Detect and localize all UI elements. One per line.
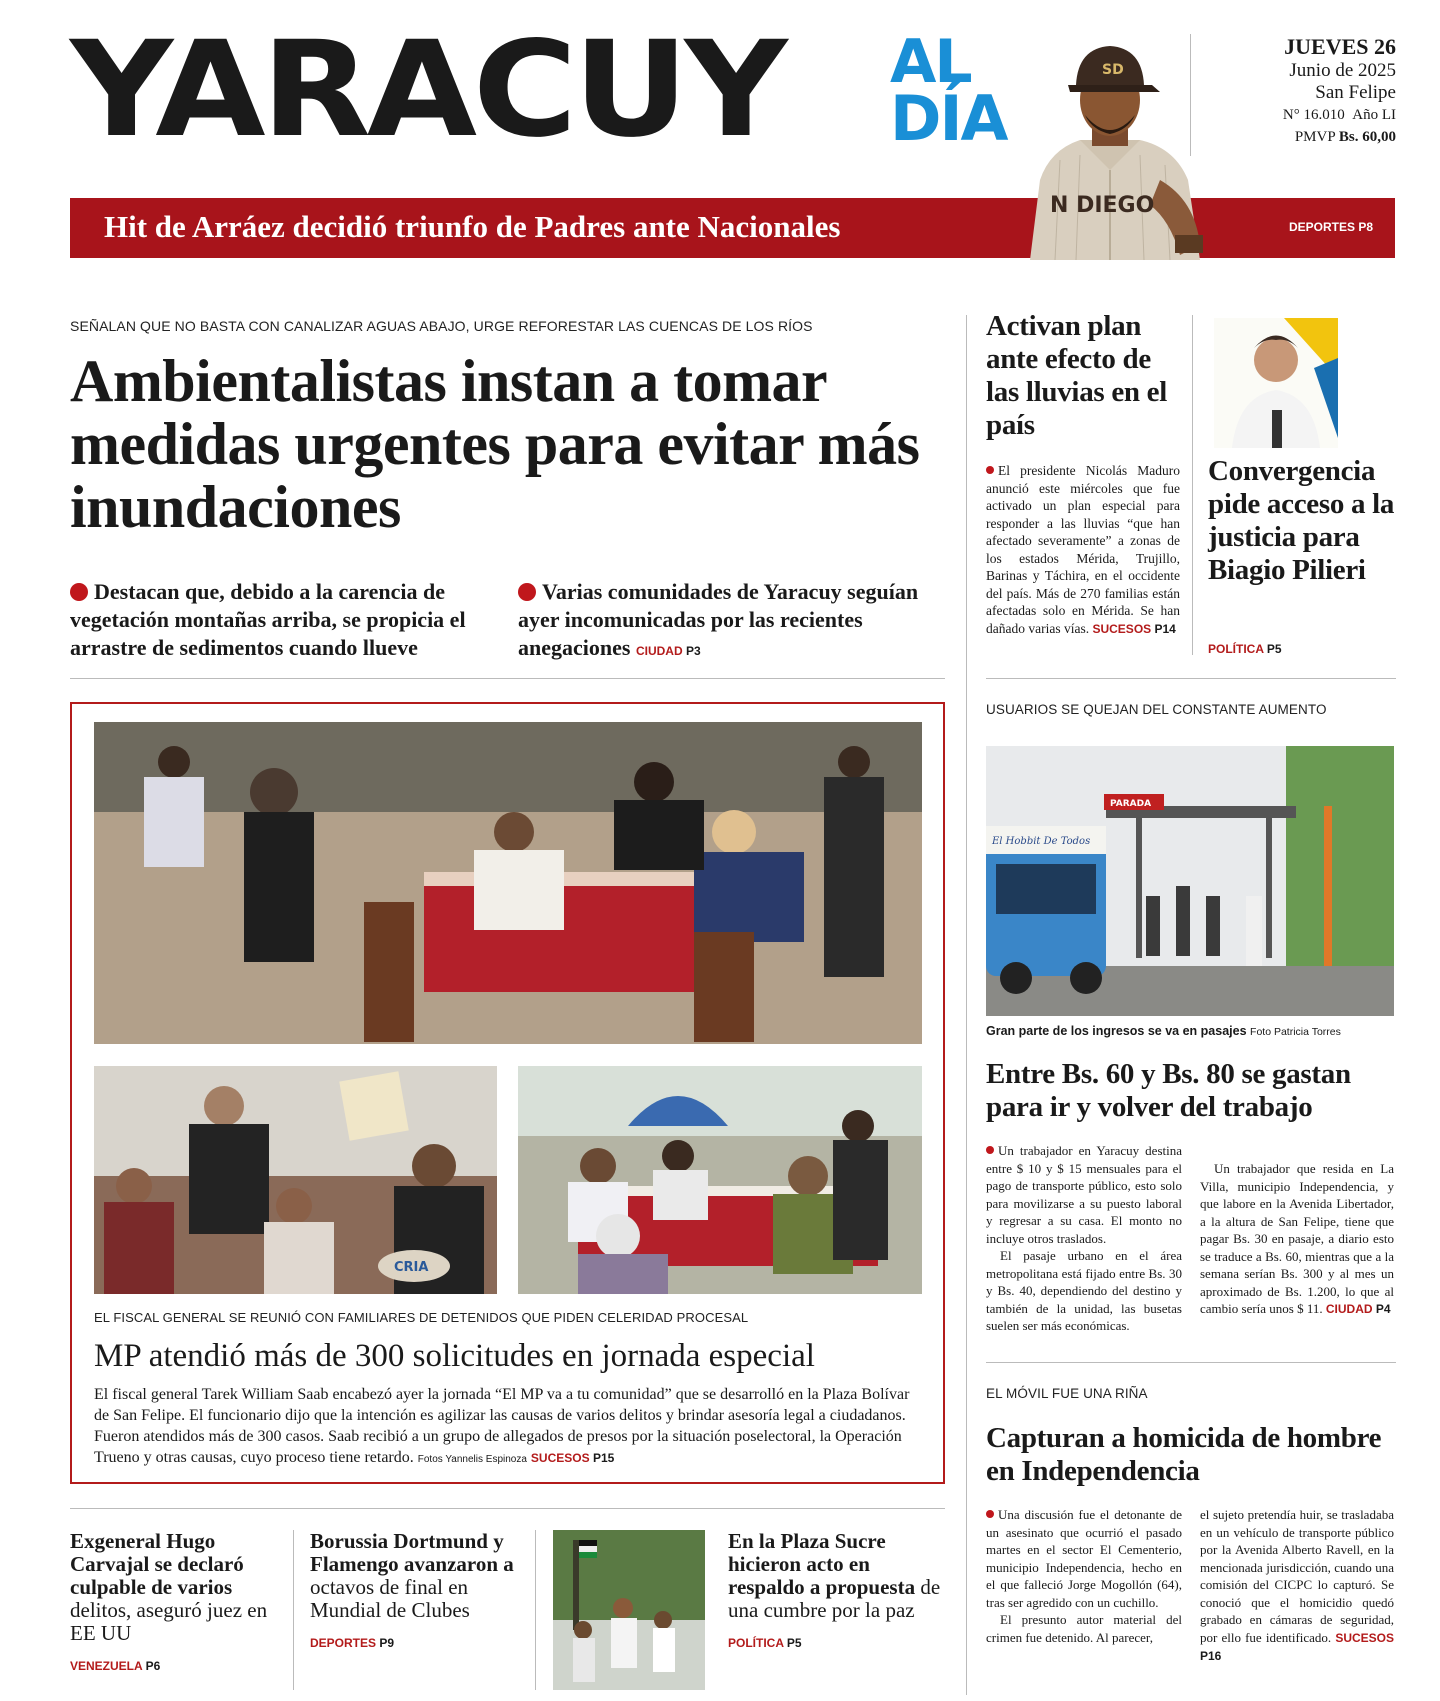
cap-logo: SD: [1102, 62, 1124, 78]
bottom-page: P6: [145, 1659, 161, 1673]
mp-kicker: EL FISCAL GENERAL SE REUNIÓ CON FAMILIARES DE DETENIDOS QUE PIDEN CELERIDAD PROCESAL: [94, 1310, 749, 1325]
lead-kicker: SEÑALAN QUE NO BASTA CON CANALIZAR AGUAS ABAJO, URGE REFORESTAR LAS CUENCAS DE LOS RÍOS: [70, 318, 813, 334]
pasajes-kicker: USUARIOS SE QUEJAN DEL CONSTANTE AUMENTO: [986, 702, 1327, 717]
bottom-page: P5: [786, 1636, 802, 1650]
pasajes-section: CIUDAD: [1325, 1302, 1373, 1316]
convergencia-section: POLÍTICA: [1208, 642, 1264, 656]
bus-text: El Hobbit De Todos: [992, 836, 1091, 847]
pasajes-headline[interactable]: Entre Bs. 60 y Bs. 80 se gastan para ir y volver del trabajo: [986, 1058, 1351, 1123]
homicida-page: P16: [1200, 1649, 1222, 1663]
lead-point-2-text: Varias comunidades de Yaracuy seguían ayer incomunicadas por las recientes anegaciones: [518, 579, 919, 660]
pasajes-col-2-text: Un trabajador que resida en La Villa, municipio Independencia, y que labore en la Avenida Libertador, a la altura de San Felipe, tiene que pagar Bs. 30 en pasaje, a diario esto se traduce a Bs. 60, mientras que a la semana serían Bs. 300 y al mes un aproximado de Bs. 1.200, lo que al cambio sería unos $ 11.: [1200, 1161, 1394, 1316]
banner-headline: Hit de Arráez decidió triunfo de Padres ante Nacionales: [104, 209, 841, 244]
bottom-story-bold: En la Plaza Sucre hicieron acto en respaldo a propuesta: [728, 1529, 916, 1599]
pasajes-col-1-p2: El pasaje urbano en el área metropolitana está fijado entre Bs. 30 y Bs. 40, dependiendo del destino y también de la unidad, las busetas suelen ser más económicas.: [986, 1248, 1182, 1333]
bottom-page: P9: [379, 1636, 395, 1650]
lluvias-page: P14: [1154, 621, 1176, 636]
lead-point-2: [518, 578, 958, 665]
bottom-story-bold: Borussia Dortmund y Flamengo avanzaron a: [310, 1529, 514, 1576]
homicida-kicker: EL MÓVIL FUE UNA RIÑA: [986, 1386, 1148, 1401]
price-label: PMVP: [1294, 129, 1336, 145]
pasajes-col-2: [1200, 1160, 1394, 1319]
lluvias-body: El presidente Nicolás Maduro anunció este miércoles que fue activado un plan especial para responder a las lluvias “que han afectado severamente” a zonas de los estados Mérida, Trujillo, Barinas y Táchira, en el occidente del país. Más de 270 familias están afectadas solo en Mérida. Se han dañado varias vías.: [986, 463, 1180, 636]
lluvias-body-block: [986, 462, 1180, 638]
bottom-section: VENEZUELA: [70, 1659, 143, 1673]
lead-point-1: [70, 578, 510, 662]
homicida-col-2-text: el sujeto pretendía huir, se trasladaba en un vehículo de transporte público por la Avenida Alberto Ravell, en la mencionada jurisdicción, cuando una comisión del CICPC lo capturó. Se conoció que el homicidio quedó grabado en cámaras de seguridad, por ello fue identificado.: [1200, 1507, 1394, 1645]
convergencia-page: P5: [1266, 642, 1282, 656]
mp-photo-tables: [518, 1066, 922, 1294]
lluvias-section: SUCESOS: [1092, 621, 1152, 636]
edition-city: San Felipe: [1315, 82, 1396, 103]
pasajes-section-link[interactable]: [1326, 1302, 1391, 1316]
divider: [70, 678, 945, 679]
pasajes-photo-credit: Foto Patricia Torres: [1250, 1026, 1341, 1038]
homicida-section: SUCESOS: [1335, 1630, 1394, 1645]
pasajes-col-1: [986, 1142, 1182, 1335]
lluvias-headline[interactable]: Activan plan ante efecto de las lluvias en el país: [986, 310, 1168, 441]
bottom-story-light: de una cumbre por la paz: [728, 1575, 941, 1622]
masthead-al: AL: [890, 27, 971, 97]
bottom-story-dortmund[interactable]: [310, 1530, 520, 1655]
bottom-story-light: delitos, aseguró juez en EE UU: [70, 1598, 268, 1645]
homicida-headline[interactable]: Capturan a homicida de hombre en Independencia: [986, 1422, 1382, 1487]
edition-day: JUEVES 26: [1284, 34, 1396, 59]
edition-year: Año LI: [1352, 107, 1396, 123]
divider: [986, 678, 1396, 679]
price-value: Bs. 60,00: [1338, 129, 1396, 145]
mp-page: P15: [592, 1451, 615, 1465]
column-divider-small: [1192, 315, 1193, 655]
lead-headline[interactable]: Ambientalistas instan a tomar medidas urgentes para evitar más inundaciones: [70, 348, 920, 540]
homicida-col-2: [1200, 1506, 1394, 1666]
edition-date: Junio de 2025: [1289, 60, 1396, 81]
mp-cap-text: CRIA: [394, 1260, 429, 1275]
bottom-section: DEPORTES: [310, 1636, 377, 1650]
stop-sign-text: PARADA: [1110, 799, 1152, 809]
column-divider: [535, 1530, 536, 1690]
mp-photo-crowd: [94, 1066, 497, 1294]
edition-info: [1200, 34, 1396, 148]
mp-photo-main: [94, 722, 922, 1044]
mp-section: SUCESOS: [530, 1451, 590, 1465]
bottom-story-carvajal[interactable]: [70, 1530, 280, 1678]
mp-body-block: [94, 1384, 922, 1470]
banner-section[interactable]: DEPORTES P8: [1288, 220, 1373, 234]
pasajes-caption-block: [986, 1024, 1396, 1038]
masthead-logo[interactable]: [70, 13, 1030, 167]
plaza-sucre-photo: [553, 1530, 705, 1690]
bottom-story-light: octavos de final en Mundial de Clubes: [310, 1575, 470, 1622]
divider: [986, 1362, 1396, 1363]
lead-section-link[interactable]: [636, 644, 701, 658]
lead-section: CIUDAD: [635, 644, 683, 658]
mp-body: El fiscal general Tarek William Saab encabezó ayer la jornada “El MP va a tu comunidad” que se desarrolló en la Plaza Bolívar de San Felipe. El funcionario dijo que la intención es agilizar las causas de varios delitos y brindar asesoría legal a ciudadanos. Fueron atendidos más de 300 casos. Saab recibió a un grupo de allegados de presos por la situación poselectoral, la Operación Trueno y otras causas, cuyo proceso tiene retardo.: [94, 1386, 910, 1466]
bullet-icon: [986, 466, 994, 474]
bottom-story-bold: Exgeneral Hugo Carvajal se declaró culpable de varios: [70, 1529, 244, 1599]
homicida-col-1: [986, 1506, 1182, 1646]
pasajes-col-1-p1: Un trabajador en Yaracuy destina entre $ 10 y $ 15 mensuales para el pago de transporte público, esto solo para movilizarse a su puesto laboral y regresar a su casa. El monto no incluye otros traslados.: [986, 1143, 1182, 1246]
homicida-col-1-p1: Una discusión fue el detonante de un asesinato que ocurrió el pasado martes en el sector El Cementerio, municipio Independencia, hecho en el que falleció Jorge Mogollón (64), tras ser agredido con un cuchillo.: [986, 1507, 1182, 1610]
bottom-section-link[interactable]: [70, 1655, 280, 1678]
edition-number: N° 16.010: [1282, 107, 1345, 123]
banner-player-photo: [1010, 30, 1210, 260]
pilieri-photo: [1214, 318, 1338, 448]
mp-credit: Fotos Yannelis Espinoza: [417, 1454, 527, 1465]
mp-section-link[interactable]: [531, 1451, 614, 1465]
pasajes-page: P4: [1375, 1302, 1391, 1316]
mp-headline[interactable]: MP atendió más de 300 solicitudes en jornada especial: [94, 1338, 815, 1374]
bottom-section-link[interactable]: [728, 1632, 946, 1655]
pasajes-caption: Gran parte de los ingresos se va en pasajes: [986, 1024, 1247, 1038]
bottom-section: POLÍTICA: [728, 1636, 784, 1650]
lead-point-1-text: Destacan que, debido a la carencia de vegetación montañas arriba, se propicia el arrastre de sedimentos cuando llueve: [70, 579, 466, 660]
homicida-col-1-p2: El presunto autor material del crimen fue detenido. Al parecer,: [986, 1612, 1182, 1645]
masthead-name: YARACUY: [70, 13, 784, 167]
bullet-icon: [986, 1510, 994, 1518]
bullet-icon: [986, 1146, 994, 1154]
edition-number-row: [1200, 104, 1396, 126]
bullet-icon: [518, 583, 536, 601]
column-divider: [293, 1530, 294, 1690]
convergencia-section-link[interactable]: [1208, 642, 1282, 656]
bottom-section-link[interactable]: [310, 1632, 520, 1655]
bullet-icon: [70, 583, 88, 601]
jersey-text: N DIEGO: [1050, 193, 1155, 218]
lead-page: P3: [685, 644, 701, 658]
column-divider: [966, 315, 967, 1695]
mp-story-box[interactable]: [70, 702, 945, 1484]
lluvias-section-link[interactable]: [1092, 622, 1175, 636]
bottom-story-plaza-sucre[interactable]: [728, 1530, 946, 1655]
convergencia-headline[interactable]: Convergencia pide acceso a la justicia para Biagio Pilieri: [1208, 455, 1395, 586]
edition-price-row: [1200, 126, 1396, 148]
pasajes-photo: [986, 746, 1394, 1016]
masthead-dia: DÍA: [890, 82, 1007, 155]
divider: [70, 1508, 945, 1509]
